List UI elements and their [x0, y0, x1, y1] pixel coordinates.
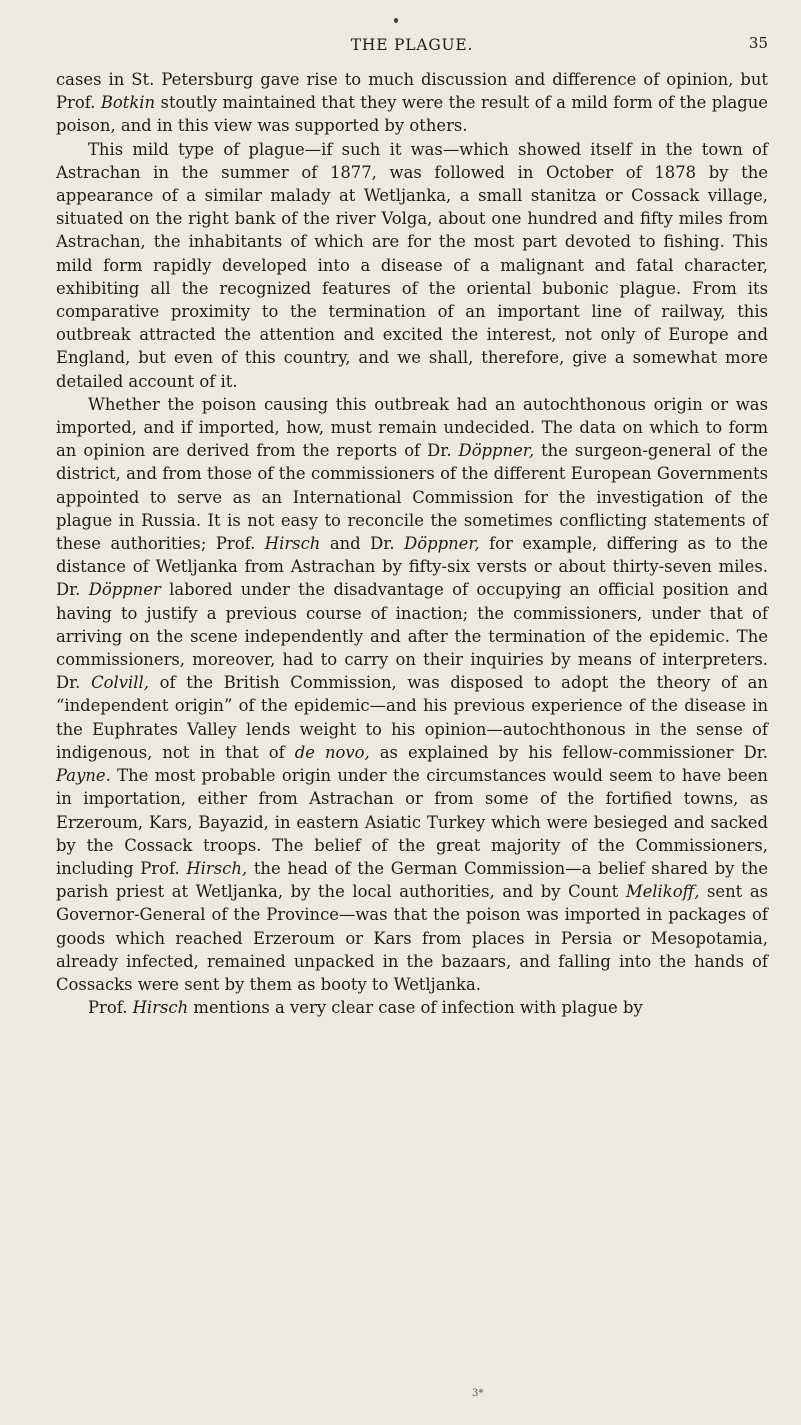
text-run: and Dr.	[320, 534, 405, 554]
paragraph-4	[56, 996, 768, 1019]
italic-name: Colvill,	[91, 673, 149, 693]
italic-name: Hirsch	[132, 998, 189, 1018]
text-run: of the British Commission, was disposed to adopt the theory of an “independent origin” of the epidemic—and his previous experience of the disease in the Euphrates Valley lends weight to his opinion—autochthonous in the sense of indigenous, not in that of	[56, 673, 768, 762]
text-run: cases in St. Petersburg gave rise to much discussion and difference of opinion, but Prof.	[56, 70, 768, 113]
italic-name: Döppner,	[404, 534, 480, 554]
italic-name: Döppner	[88, 580, 161, 600]
text-run: mentions a very clear case of infection with plague by	[188, 998, 643, 1018]
text-run: the head of the German Commission—a belief shared by the parish priest at Wetljanka, by the local authorities, and by Count	[56, 858, 768, 902]
text-run: the surgeon-general of the district, and from those of the commissioners of the different European Governments appointed to serve as an International Commission for the investigation of the plague in Russia. It is not easy to reconcile the sometimes conflicting statements of these authorities; Prof.	[56, 441, 768, 554]
italic-name: Döppner,	[458, 441, 535, 461]
paragraph-3	[56, 393, 768, 996]
paragraph-2	[56, 138, 768, 393]
page-number: 35	[748, 34, 768, 52]
text-run: for example, differing as to the distance of Wetljanka from Astrachan by fifty-six versts or about thirty-seven miles. Dr.	[56, 534, 769, 600]
page-header	[56, 36, 768, 58]
italic-name: Hirsch	[264, 534, 321, 554]
signature-mark: 3*	[472, 1388, 484, 1399]
running-head: THE PLAGUE.	[350, 36, 474, 54]
text-run: sent as Governor-General of the Province—was that the poison was imported in packages of goods which reached Erzeroum or Kars from places in Persia or Mesopotamia, already infected, remained unpacked in the bazaars, and falling into the hands of Cossacks were sent by them as booty to Wetljanka.	[56, 882, 768, 994]
text-run: stoutly maintained that they were the result of a mild form of the plague poison, and in this view was supported by others.	[56, 93, 768, 136]
italic-name: Hirsch,	[186, 858, 248, 878]
text-run: Prof.	[88, 998, 133, 1018]
ink-speck-mark	[394, 18, 398, 23]
text-run: This mild type of plague—if such it was—which showed itself in the town of Astrachan in the summer of 1877, was followed in October of 1878 by the appearance of a similar malady at Wetljanka, a small stanitza or Cossack village, situated on the right bank of the river Volga, about one hundred and fifty miles from Astrachan, the inhabitants of which are for the most part devoted to fishing. This mild form rapidly developed into a disease of a malignant and fatal character, exhibiting all the recognized features of the oriental bubonic plague. From its comparative proximity to the termination of an important line of railway, this outbreak attracted the attention and excited the interest, not only of Europe and England, but even of this country, and we shall, therefore, give a somewhat more detailed account of it.	[56, 139, 768, 391]
text-run: labored under the disadvantage of occupying an official position and having to justify a previous course of inaction; the commissioners, under that of arriving on the scene independently and after the termination of the epidemic. The commissioners, moreover, had to carry on their inquiries by means of interpreters. Dr.	[56, 580, 768, 693]
italic-name: de novo,	[294, 742, 370, 762]
text-run: Whether the poison causing this outbreak had an autochthonous origin or was imported, and if imported, how, must remain undecided. The data on which to form an opinion are derived from the reports of Dr.	[56, 394, 768, 461]
text-run: The most probable origin under the circumstances would seem to have been in importation, either from Astrachan or from some of the fortified towns, as Erzeroum, Kars, Bayazid, in eastern Asiatic Turkey which were besieged and sacked by the Cossack troops. The belief of the great majority of the Commissioners, including Prof.	[56, 766, 768, 878]
italic-name: Melikoff,	[625, 882, 700, 902]
paragraph-1	[56, 68, 768, 138]
text-run: as explained by his fellow-commissioner Dr.	[369, 742, 769, 762]
italic-name: Payne.	[56, 766, 111, 786]
body-text	[56, 68, 768, 1019]
italic-name: Botkin	[100, 93, 156, 113]
